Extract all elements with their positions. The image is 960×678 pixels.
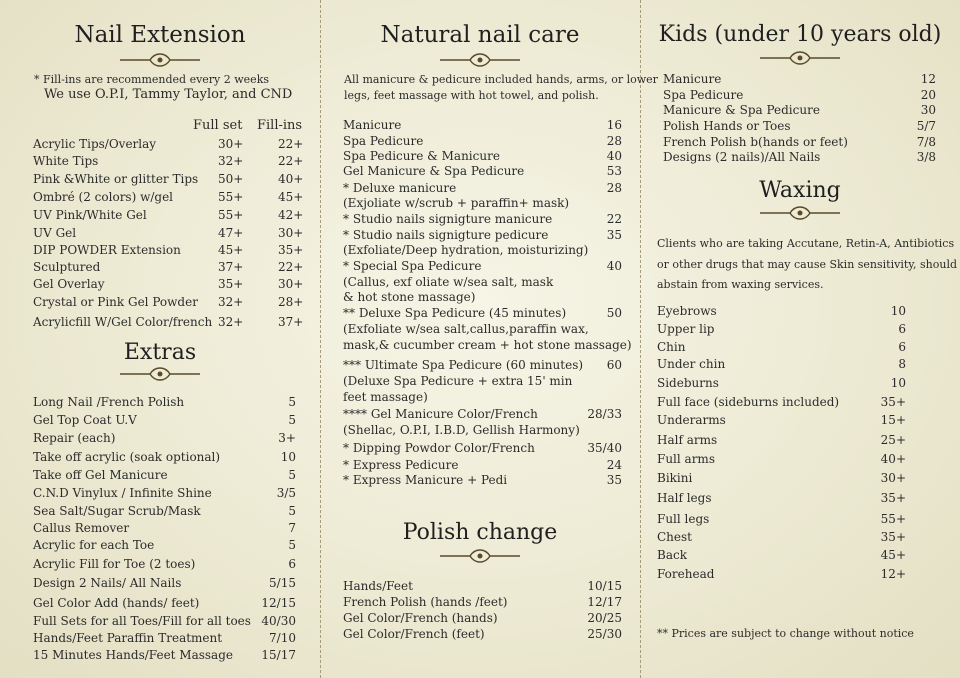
item-price-fill-in: 40+ <box>278 172 304 186</box>
item-name: Upper lip <box>657 322 715 336</box>
item-price: 5/15 <box>269 576 296 590</box>
item-price: 40 <box>606 259 622 273</box>
item-name: C.N.D Vinylux / Infinite Shine <box>33 486 212 500</box>
item-name: * Deluxe manicure <box>343 181 457 195</box>
item-price: 22 <box>606 212 622 226</box>
item-price-fill-in: 28+ <box>278 295 304 309</box>
item-name: Sea Salt/Sugar Scrub/Mask <box>33 504 201 518</box>
item-name: Spa Pedicure <box>663 88 744 102</box>
item-price: 10 <box>890 376 906 390</box>
item-price-full-set: 32+ <box>218 154 244 168</box>
item-price: 12/15 <box>261 596 296 610</box>
item-price-full-set: 32+ <box>218 315 244 329</box>
item-price: 35+ <box>880 491 906 505</box>
item-price: 35 <box>606 228 622 242</box>
item-price: 55+ <box>880 512 906 526</box>
item-name: ** Deluxe Spa Pedicure (45 minutes) <box>343 306 567 320</box>
item-price: 20 <box>920 88 936 102</box>
item-name: * Studio nails signigture pedicure <box>343 228 549 242</box>
ornament-divider <box>640 205 960 225</box>
item-price: 5/7 <box>916 119 936 133</box>
item-name: UV Pink/White Gel <box>33 208 147 222</box>
item-price-fill-in: 30+ <box>278 277 304 291</box>
col-header-fill-ins: Fill-ins <box>257 118 303 133</box>
ornament-divider <box>320 548 640 568</box>
item-name: French Polish (hands /feet) <box>343 595 508 609</box>
brands-note: We use O.P.I, Tammy Taylor, and CND <box>44 87 293 102</box>
col-header-full-set: Full set <box>193 118 243 133</box>
item-price-fill-in: 37+ <box>278 315 304 329</box>
column-right <box>640 0 960 678</box>
item-name: mask,& cucumber cream + hot stone massage) <box>343 338 632 352</box>
item-name: French Polish b(hands or feet) <box>663 135 848 149</box>
item-name: Underarms <box>657 413 726 427</box>
item-price: 60 <box>606 358 622 372</box>
item-price: 30+ <box>880 471 906 485</box>
item-name: *** Ultimate Spa Pedicure (60 minutes) <box>343 358 584 372</box>
item-name: * Express Manicure + Pedi <box>343 473 508 487</box>
price-change-notice: ** Prices are subject to change without notice <box>657 627 914 640</box>
item-name: Chin <box>657 340 686 354</box>
item-name: Hands/Feet Paraffin Treatment <box>33 631 223 645</box>
section-title-polish-change: Polish change <box>402 520 558 545</box>
item-price-fill-in: 22+ <box>278 154 304 168</box>
item-price: 50 <box>606 306 622 320</box>
item-price-full-set: 50+ <box>218 172 244 186</box>
item-name: Back <box>657 548 687 562</box>
item-name: (Callus, exf oliate w/sea salt, mask <box>343 275 554 289</box>
item-name: Spa Pedicure <box>343 134 424 148</box>
item-price-fill-in: 35+ <box>278 243 304 257</box>
item-price: 3/8 <box>916 150 936 164</box>
item-name: Full legs <box>657 512 710 526</box>
item-price: 3+ <box>278 431 296 445</box>
item-price: 3/5 <box>276 486 296 500</box>
item-name: Gel Manicure & Spa Pedicure <box>343 164 525 178</box>
item-price: 20/25 <box>587 611 622 625</box>
item-price-full-set: 45+ <box>218 243 244 257</box>
ornament-divider <box>320 52 640 72</box>
waxing-notice-line3: abstain from waxing services. <box>657 278 824 291</box>
section-title-nail-extension: Nail Extension <box>74 22 246 48</box>
item-price-fill-in: 30+ <box>278 226 304 240</box>
item-price: 6 <box>898 322 906 336</box>
item-name: Spa Pedicure & Manicure <box>343 149 500 163</box>
item-name: * Special Spa Pedicure <box>343 259 482 273</box>
item-name: 15 Minutes Hands/Feet Massage <box>33 648 233 662</box>
item-name: White Tips <box>33 154 99 168</box>
item-name: Gel Top Coat U.V <box>33 413 137 427</box>
item-name: (Exfoliate/Deep hydration, moisturizing) <box>343 243 589 257</box>
item-price: 10 <box>890 304 906 318</box>
natural-intro-line2: legs, feet massage with hot towel, and polish. <box>344 89 599 102</box>
item-name: (Shellac, O.P.I, I.B.D, Gellish Harmony) <box>343 423 580 437</box>
item-name: **** Gel Manicure Color/French <box>343 407 538 421</box>
item-name: * Express Pedicure <box>343 458 459 472</box>
item-price: 10 <box>280 450 296 464</box>
item-name: Bikini <box>657 471 693 485</box>
item-price: 35 <box>606 473 622 487</box>
item-price-full-set: 55+ <box>218 190 244 204</box>
item-price-fill-in: 22+ <box>278 137 304 151</box>
item-price: 40+ <box>880 452 906 466</box>
item-price: 12+ <box>880 567 906 581</box>
item-name: Gel Color/French (feet) <box>343 627 485 641</box>
item-name: Polish Hands or Toes <box>663 119 791 133</box>
item-name: & hot stone massage) <box>343 290 476 304</box>
column-middle <box>320 0 658 678</box>
item-name: Eyebrows <box>657 304 717 318</box>
item-price-full-set: 47+ <box>218 226 244 240</box>
item-name: Gel Overlay <box>33 277 105 291</box>
item-name: Design 2 Nails/ All Nails <box>33 576 182 590</box>
item-name: Take off Gel Manicure <box>33 468 168 482</box>
item-price: 53 <box>606 164 622 178</box>
item-name: (Exfoliate w/sea salt,callus,paraffin wax, <box>343 322 589 336</box>
item-name: Sculptured <box>33 260 101 274</box>
item-name: Acrylicfill W/Gel Color/french <box>33 315 213 329</box>
item-price-full-set: 35+ <box>218 277 244 291</box>
item-price: 6 <box>898 340 906 354</box>
item-name: * Dipping Powdor Color/French <box>343 441 535 455</box>
item-name: Manicure & Spa Pedicure <box>663 103 820 117</box>
item-price: 7 <box>288 521 296 535</box>
item-name: Half arms <box>657 433 718 447</box>
item-name: Acrylic Fill for Toe (2 toes) <box>33 557 196 571</box>
item-name: feet massage) <box>343 390 428 404</box>
item-price: 35+ <box>880 530 906 544</box>
item-price: 35/40 <box>587 441 622 455</box>
fill-in-note: * Fill-ins are recommended every 2 weeks <box>34 73 270 86</box>
item-price: 15+ <box>880 413 906 427</box>
item-name: Hands/Feet <box>343 579 413 593</box>
waxing-notice-line2: or other drugs that may cause Skin sensitivity, should <box>657 258 958 271</box>
item-name: Acrylic for each Toe <box>33 538 155 552</box>
item-name: Gel Color Add (hands/ feet) <box>33 596 200 610</box>
column-left <box>0 0 320 678</box>
ornament-divider <box>0 52 320 72</box>
item-name: Crystal or Pink Gel Powder <box>33 295 198 309</box>
item-name: * Studio nails signigture manicure <box>343 212 553 226</box>
item-price-fill-in: 42+ <box>278 208 304 222</box>
item-name: Gel Color/French (hands) <box>343 611 498 625</box>
item-price: 25/30 <box>587 627 622 641</box>
item-name: (Deluxe Spa Pedicure + extra 15' min <box>343 374 573 388</box>
item-price: 16 <box>606 118 622 132</box>
item-name: Acrylic Tips/Overlay <box>33 137 157 151</box>
item-price: 12 <box>920 72 936 86</box>
item-price: 30 <box>920 103 936 117</box>
item-name: Forehead <box>657 567 715 581</box>
item-price: 24 <box>606 458 622 472</box>
item-price: 5 <box>288 468 296 482</box>
natural-intro-line1: All manicure & pedicure included hands, arms, or lower <box>344 73 658 86</box>
item-price: 8 <box>898 357 906 371</box>
item-name: Manicure <box>663 72 722 86</box>
item-price-full-set: 32+ <box>218 295 244 309</box>
item-price: 10/15 <box>587 579 622 593</box>
item-price: 6 <box>288 557 296 571</box>
item-price: 12/17 <box>587 595 622 609</box>
item-name: Full arms <box>657 452 715 466</box>
item-price-full-set: 37+ <box>218 260 244 274</box>
section-title-kids: Kids (under 10 years old) <box>658 22 942 47</box>
waxing-notice-line1: Clients who are taking Accutane, Retin-A, Antibiotics <box>657 237 955 250</box>
item-price-full-set: 55+ <box>218 208 244 222</box>
section-title-extras: Extras <box>123 340 197 365</box>
item-price: 5 <box>288 538 296 552</box>
item-name: Long Nail /French Polish <box>33 395 185 409</box>
item-price-full-set: 30+ <box>218 137 244 151</box>
item-name: UV Gel <box>33 226 77 240</box>
item-price: 5 <box>288 395 296 409</box>
item-price: 5 <box>288 504 296 518</box>
item-price: 28/33 <box>587 407 622 421</box>
item-price: 28 <box>606 134 622 148</box>
item-price: 35+ <box>880 395 906 409</box>
item-name: Take off acrylic (soak optional) <box>33 450 221 464</box>
section-title-waxing: Waxing <box>759 178 841 203</box>
item-name: Pink &White or glitter Tips <box>33 172 199 186</box>
item-price: 25+ <box>880 433 906 447</box>
item-price: 28 <box>606 181 622 195</box>
item-price: 7/8 <box>916 135 936 149</box>
item-name: (Exjoliate w/scrub + paraffin+ mask) <box>343 196 570 210</box>
item-name: Manicure <box>343 118 402 132</box>
ornament-divider <box>0 366 320 386</box>
item-name: Ombré (2 colors) w/gel <box>33 190 174 204</box>
item-name: Designs (2 nails)/All Nails <box>663 150 821 164</box>
item-name: Full face (sideburns included) <box>657 395 840 409</box>
item-name: Half legs <box>657 491 712 505</box>
ornament-divider <box>640 50 960 70</box>
item-price: 5 <box>288 413 296 427</box>
item-name: DIP POWDER Extension <box>33 243 181 257</box>
item-price: 15/17 <box>261 648 296 662</box>
item-price-fill-in: 22+ <box>278 260 304 274</box>
item-name: Repair (each) <box>33 431 116 445</box>
item-name: Under chin <box>657 357 726 371</box>
item-price: 40/30 <box>261 614 296 628</box>
section-title-natural-nail-care: Natural nail care <box>380 22 580 48</box>
item-price: 40 <box>606 149 622 163</box>
item-price-fill-in: 45+ <box>278 190 304 204</box>
item-name: Chest <box>657 530 692 544</box>
item-name: Sideburns <box>657 376 719 390</box>
item-price: 45+ <box>880 548 906 562</box>
item-price: 7/10 <box>269 631 296 645</box>
item-name: Full Sets for all Toes/Fill for all toes <box>33 614 251 628</box>
item-name: Callus Remover <box>33 521 130 535</box>
